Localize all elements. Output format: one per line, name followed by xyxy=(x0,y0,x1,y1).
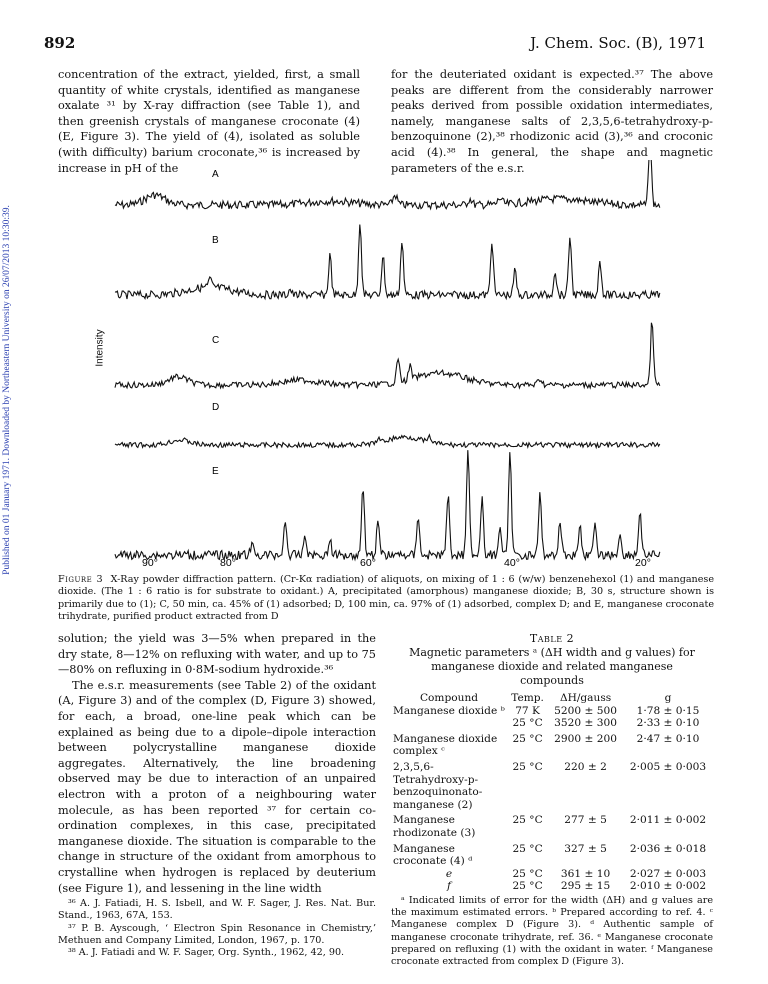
cell-compound: Manganese rhodizonate (3) xyxy=(393,814,476,839)
trace-label-a: A xyxy=(212,169,219,180)
cell-deltah: 5200 ± 500 xyxy=(554,704,617,717)
xrd-traces xyxy=(115,160,660,560)
journal-header: J. Chem. Soc. (B), 1971 xyxy=(530,34,706,52)
col-temp: Temp. xyxy=(511,692,544,704)
trace-line-e xyxy=(115,450,660,559)
cell-temp: 25 °C xyxy=(512,880,543,893)
trace-label-b: B xyxy=(212,235,219,246)
table-row xyxy=(391,758,713,811)
cell-g: 2·33 ± 0·10 xyxy=(636,717,700,730)
cell-temp: 25 °C xyxy=(512,867,543,880)
table-row xyxy=(391,840,713,868)
table-row xyxy=(391,730,713,758)
cell-g: 1·78 ± 0·15 xyxy=(636,704,700,717)
cell-deltah: 2900 ± 200 xyxy=(554,732,617,745)
cell-g: 2·010 ± 0·002 xyxy=(629,880,707,893)
download-side-note[interactable]: Published on 01 January 1971. Downloaded by Northeastern University on 26/07/2013 10:30:39. xyxy=(2,205,12,575)
cell-g: 2·027 ± 0·003 xyxy=(629,867,707,880)
reference-36: ³⁶ A. J. Fatiadi, H. S. Isbell, and W. F. Sager, J. Res. Nat. Bur. Stand., 1963, 67A, 153. xyxy=(58,898,376,922)
x-tick-label: 20° xyxy=(635,557,651,569)
table-2 xyxy=(391,692,713,893)
paragraph-solution: solution; the yield was 3—5% when prepared in the dry state, 8—12% on refluxing with water, and up to 75—80% on refluxing in 0·8M-sodium hydroxide.³⁶ xyxy=(58,632,376,677)
paragraph-esr: The e.s.r. measurements (see Table 2) of the oxidant (A, Figure 3) and of the complex (D, Figure 3) showed, for each, a broad, one-line peak which can be explained as being due to a dipole–dipole interaction between polycrystalline manganese dioxide aggregates. Alternatively, the line broadening observed may be due to interaction of an unpaired electron with a proton of a neighbouring water molecule, as has been reported ³⁷ for certain co-ordination complexes, in this case, precipitated manganese dioxide. The situation is comparable to the change in structure of the oxidant from amorphous to crystalline when hydrogen is replaced by deuterium (see Figure 1), and lessening in the line width xyxy=(58,678,376,895)
cell-deltah: 277 ± 5 xyxy=(564,814,607,827)
cell-temp: 25 °C xyxy=(512,717,543,730)
table-footnotes: ᵃ Indicated limits of error for the width (ΔH) and g values are the maximum estimated errors. ᵇ Prepared according to ref. 4. ᶜ Manganese complex D (Figure 3). ᵈ Authentic sample of manganese croconate trihydrate, ref. 36. ᵉ Manganese croconate prepared on refluxing (1) with the oxidant in water. ᶠ Manganese croconate extracted from complex D (Figure 3). xyxy=(391,894,713,967)
table-row xyxy=(391,717,713,730)
figure-caption-lead: Figure 3 xyxy=(58,574,104,585)
figure-caption-text: X-Ray powder diffraction pattern. (Cr-Kα radiation) of aliquots, on mixing of 1 : 6 (w/w) benzenehexol (1) and manganese dioxide. (The 1 : 6 ratio is for substrate to oxidant.) A, precipitated (amorphous) manganese dioxide; B, 30 s, structure shown is primarily due to (1); C, 50 min, ca. 45% of (1) adsorbed; D, 100 min, ca. 97% of (1) adsorbed, complex D; and E, manganese croconate trihydrate, purified product extracted from D xyxy=(58,574,715,623)
cell-g: 2·47 ± 0·10 xyxy=(636,732,700,745)
cell-compound: Manganese croconate (4) ᵈ xyxy=(393,842,473,868)
references xyxy=(58,898,376,959)
trace-line-b xyxy=(115,225,660,300)
trace-labels xyxy=(212,169,219,477)
trace-label-d: D xyxy=(212,402,220,413)
table-row xyxy=(391,880,713,893)
x-tick-label: 60° xyxy=(360,557,376,569)
x-tick-label: 40° xyxy=(504,557,520,569)
trace-label-c: C xyxy=(212,335,220,346)
cell-deltah: 3520 ± 300 xyxy=(554,717,617,730)
trace-line-a xyxy=(115,160,660,209)
cell-g: 2·011 ± 0·002 xyxy=(629,814,707,827)
y-axis-label: Intensity xyxy=(94,329,106,367)
cell-deltah: 295 ± 15 xyxy=(560,880,611,893)
cell-temp: 25 °C xyxy=(512,842,543,855)
cell-compound xyxy=(391,717,507,730)
trace-label-e: E xyxy=(212,466,219,477)
trace-line-d xyxy=(115,435,660,448)
page-number: 892 xyxy=(44,34,76,52)
x-tick-label: 90° xyxy=(142,557,158,569)
table-subtitle: Magnetic parameters ᵃ (ΔH width and g values) for manganese dioxide and related manganese compounds xyxy=(409,646,695,687)
cell-deltah: 327 ± 5 xyxy=(564,842,607,855)
figure-caption xyxy=(58,574,714,624)
table-row xyxy=(391,705,713,718)
cell-compound: Manganese dioxide complex ᶜ xyxy=(393,732,498,758)
cell-compound: f xyxy=(447,880,451,893)
col-compound: Compound xyxy=(419,692,479,704)
cell-g: 2·036 ± 0·018 xyxy=(629,842,707,855)
table-title: Table 2 xyxy=(529,632,575,645)
xrd-figure xyxy=(0,160,768,570)
cell-temp: 25 °C xyxy=(512,814,543,827)
cell-compound: e xyxy=(445,867,453,880)
cell-g: 2·005 ± 0·003 xyxy=(629,760,707,773)
table-2-block xyxy=(391,631,713,968)
cell-temp: 25 °C xyxy=(512,732,543,745)
col-g: g xyxy=(664,692,672,704)
cell-temp: 25 °C xyxy=(512,760,543,773)
table-row xyxy=(391,868,713,881)
reference-38: ³⁸ A. J. Fatiadi and W. F. Sager, Org. Synth., 1962, 42, 90. xyxy=(68,946,345,958)
trace-line-c xyxy=(115,323,660,388)
cell-deltah: 220 ± 2 xyxy=(564,760,607,773)
cell-compound: 2,3,5,6-Tetrahydroxy-p-benzoquinonato-manganese (2) xyxy=(393,760,483,811)
table-row xyxy=(391,811,713,839)
reference-37: ³⁷ P. B. Ayscough, ‘ Electron Spin Resonance in Chemistry,’ Methuen and Company Limited, London, 1967, p. 170. xyxy=(58,922,376,946)
cell-compound: Manganese dioxide ᵇ xyxy=(393,704,505,717)
top-left-paragraph: concentration of the extract, yielded, first, a small quantity of white crystals, identified as manganese oxalate ³¹ by X-ray diffraction (see Table 1), and then greenish crystals of manganese croconate (4) (E, Figure 3). The yield of (4), isolated as soluble (with difficulty) barium croconate,³⁶ is increased by increase in pH of the xyxy=(58,68,360,175)
bottom-left-column xyxy=(58,631,376,959)
cell-temp: 77 K xyxy=(515,704,540,717)
x-tick-label: 80° xyxy=(220,557,236,569)
table-header-row xyxy=(391,692,713,705)
cell-deltah: 361 ± 10 xyxy=(560,867,611,880)
col-deltah: ΔH/gauss xyxy=(559,692,612,704)
top-right-paragraph: for the deuteriated oxidant is expected.³⁷ The above peaks are different from the considerably narrower peaks derived from possible oxidation intermediates, namely, manganese salts of 2,3,5,6-tetrahydroxy-p-benzoquinone (2),³⁸ rhodizonic acid (3),³⁶ and croconic acid (4).³⁸ In general, the shape and magnetic parameters of the e.s.r. xyxy=(391,68,713,175)
